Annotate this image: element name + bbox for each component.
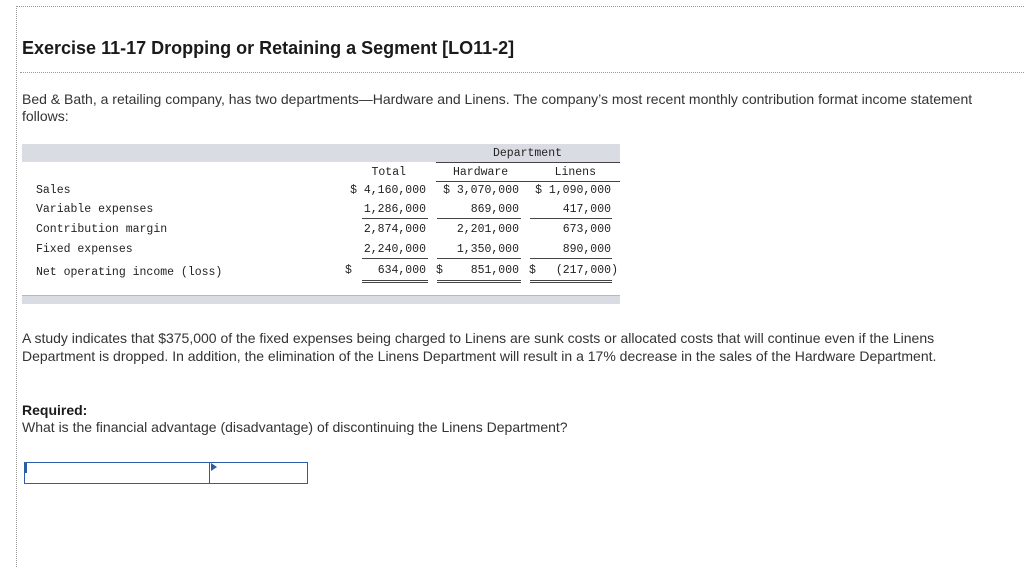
row-label-sales: Sales xyxy=(36,184,71,197)
net-income-total: 634,000 xyxy=(377,264,426,277)
contribution-margin-hardware: 2,201,000 xyxy=(456,223,519,236)
row-label-net-operating-income: Net operating income (loss) xyxy=(36,266,223,279)
net-income-total-sign: $ xyxy=(345,264,352,277)
answer-amount-marker-icon xyxy=(211,463,217,471)
title-divider xyxy=(20,72,1024,73)
subtotal-underline-linens xyxy=(530,218,612,219)
required-question: What is the financial advantage (disadvantage) of discontinuing the Linens Department? xyxy=(22,419,568,435)
net-income-linens: (217,000) xyxy=(555,264,618,277)
subtotal-underline-total xyxy=(362,218,428,219)
study-text: A study indicates that $375,000 of the fixed expenses being charged to Linens are sunk costs or allocated costs that will continue even if the Linens Department is dropped. In addition, the elimination of the Linens Department will result in a 17% decrease in the sales of the Hardware Department. xyxy=(22,330,937,364)
row-label-variable-expenses: Variable expenses xyxy=(36,203,154,216)
answer-amount-input[interactable] xyxy=(211,463,313,483)
variable-expenses-total: 1,286,000 xyxy=(363,203,426,216)
variable-expenses-linens: 417,000 xyxy=(562,203,611,216)
net-income-hardware: 851,000 xyxy=(470,264,519,277)
net-income-linens-sign: $ xyxy=(529,264,536,277)
fixed-expenses-linens: 890,000 xyxy=(562,243,611,256)
total-underline-linens xyxy=(530,258,612,259)
answer-label-marker-icon xyxy=(25,463,27,473)
sales-linens: $ 1,090,000 xyxy=(535,184,611,197)
answer-label-dropdown[interactable] xyxy=(25,463,209,483)
exercise-title: Exercise 11-17 Dropping or Retaining a Segment [LO11-2] xyxy=(22,38,515,58)
total-underline-hardware xyxy=(437,258,521,259)
contribution-margin-total: 2,874,000 xyxy=(363,223,426,236)
fixed-expenses-total: 2,240,000 xyxy=(363,243,426,256)
column-header-hardware: Hardware xyxy=(453,166,509,179)
answer-row xyxy=(24,462,308,484)
variable-expenses-hardware: 869,000 xyxy=(470,203,519,216)
income-statement-table xyxy=(22,144,620,304)
double-underline-total xyxy=(362,280,428,283)
sales-hardware: $ 3,070,000 xyxy=(443,184,519,197)
double-underline-linens xyxy=(530,280,612,283)
sales-total: $ 4,160,000 xyxy=(350,184,426,197)
table-footer-band xyxy=(22,295,620,304)
net-income-hardware-sign: $ xyxy=(436,264,443,277)
total-underline-total xyxy=(362,258,428,259)
column-header-total: Total xyxy=(371,166,406,179)
answer-divider xyxy=(209,463,210,483)
subtotal-underline-hardware xyxy=(437,218,521,219)
column-header-linens: Linens xyxy=(554,166,596,179)
required-label: Required: xyxy=(22,402,88,418)
fixed-expenses-hardware: 1,350,000 xyxy=(456,243,519,256)
row-label-contribution-margin: Contribution margin xyxy=(36,223,168,236)
department-header-underline xyxy=(436,162,620,163)
contribution-margin-linens: 673,000 xyxy=(562,223,611,236)
double-underline-hardware xyxy=(437,280,521,283)
intro-text: Bed & Bath, a retailing company, has two departments—Hardware and Linens. The company’s most recent monthly contribution format income statement follows: xyxy=(22,91,973,124)
column-header-underline xyxy=(436,181,620,182)
department-group-header: Department xyxy=(493,147,563,160)
row-label-fixed-expenses: Fixed expenses xyxy=(36,243,133,256)
